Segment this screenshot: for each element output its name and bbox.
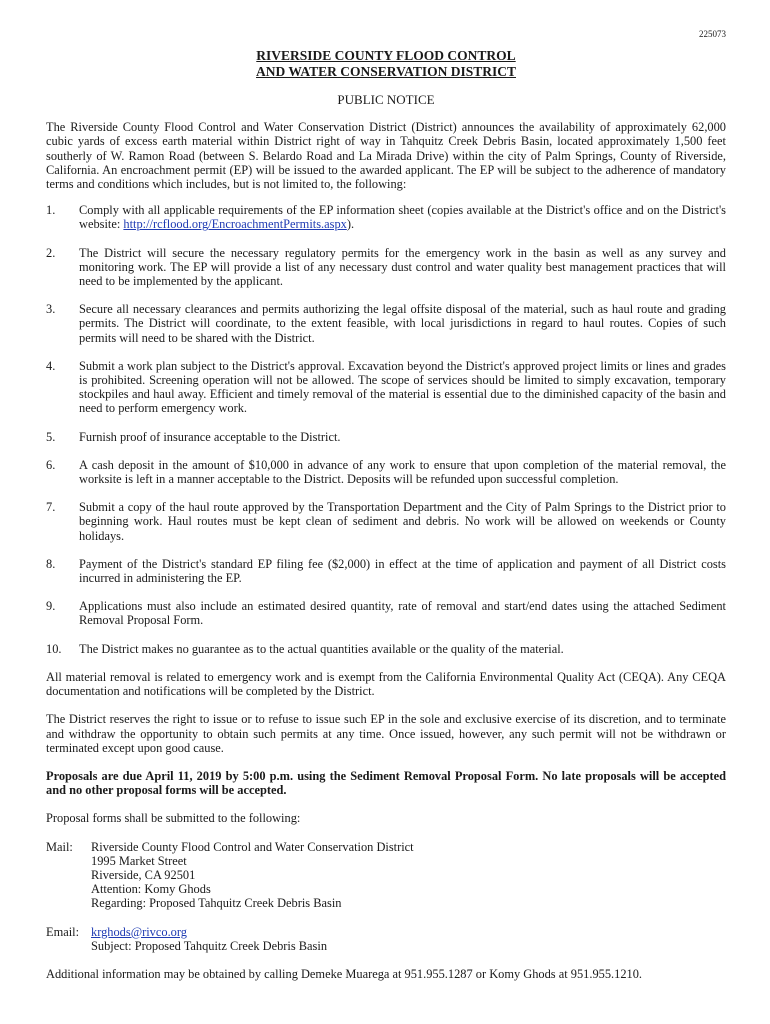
- encroachment-permits-link[interactable]: http://rcflood.org/EncroachmentPermits.aspx: [123, 217, 347, 232]
- list-item-text-body: Comply with all applicable requirements of the EP information sheet (copies available at the District's office and on the District's website:: [79, 203, 726, 232]
- mail-address-line: Attention: Komy Ghods: [91, 882, 211, 897]
- list-item-text: [79, 203, 726, 231]
- list-item-number: 3.: [46, 302, 56, 317]
- list-item-text: The District will secure the necessary regulatory permits for the emergency work in the basin as well as any survey and monitoring work. The EP will provide a list of any necessary dust control and water quality best management practices that will need to be implemented by the applicant.: [79, 245, 726, 289]
- list-item-number: 2.: [46, 245, 56, 260]
- list-item-text: Submit a copy of the haul route approved by the Transportation Department and the City of Palm Springs to the District prior to beginning work. Haul routes must be kept clean of sediment and debris. No work will be allowed on weekends or County holidays.: [79, 500, 726, 543]
- mail-address-line: Riverside County Flood Control and Water Conservation District: [91, 839, 414, 854]
- document-number: 225073: [699, 29, 726, 39]
- deadline-paragraph: Proposals are due April 11, 2019 by 5:00 p.m. using the Sediment Removal Proposal Form. No late proposals will be accepted and no other proposal forms will be accepted.: [46, 768, 726, 798]
- list-item-text: Applications must also include an estimated desired quantity, rate of removal and start/end dates using the attached Sediment Removal Proposal Form.: [79, 599, 726, 628]
- list-item: [46, 359, 726, 416]
- list-item-text: Submit a work plan subject to the District's approval. Excavation beyond the District's approved project limits or lines and grades is prohibited. Screening operation will not be allowed. The scope of services should be limited to simply excavation, temporary stockpiles and haul away. Efficient and timely removal of the material is essential due to the diminished capacity of the basin and need to perform emergency work.: [79, 358, 726, 416]
- list-item-number: 4.: [46, 358, 56, 373]
- list-item: [46, 246, 726, 289]
- conditions-list: [46, 203, 726, 656]
- list-item: [46, 430, 726, 444]
- email-block: [46, 925, 726, 953]
- list-item-number: 6.: [46, 457, 56, 472]
- list-item: [46, 458, 726, 486]
- email-lines: [91, 925, 327, 953]
- list-item: [46, 500, 726, 543]
- list-item: [46, 302, 726, 345]
- list-item-text: The District makes no guarantee as to the actual quantities available or the quality of the material.: [79, 641, 564, 656]
- title-line-2: AND WATER CONSERVATION DISTRICT: [256, 64, 516, 79]
- list-item-text: Payment of the District's standard EP filing fee ($2,000) in effect at the time of application and payment of all District costs incurred in administering the EP.: [79, 556, 726, 586]
- mail-address-line: Riverside, CA 92501: [91, 867, 196, 882]
- list-item-number: 9.: [46, 599, 56, 614]
- list-item-number: 8.: [46, 556, 56, 571]
- email-label: Email:: [46, 924, 80, 939]
- intro-paragraph: The Riverside County Flood Control and Water Conservation District (District) announces the availability of approximately 62,000 cubic yards of excess earth material within District right of way in Tahquitz Creek Debris Basin, located approximately 1,500 feet southerly of W. Ramon Road (between S. Belardo Road and La Mirada Drive) within the city of Palm Springs, County of Riverside, California. An encroachment permit (EP) will be issued to the awarded applicant. The EP will be subject to the adherence of mandatory terms and conditions which includes, but is not limited to, the following:: [46, 120, 726, 192]
- mail-address-lines: [91, 840, 414, 911]
- mail-address-block: [46, 840, 726, 911]
- email-subject: Subject: Proposed Tahquitz Creek Debris Basin: [91, 938, 328, 953]
- public-notice-heading: PUBLIC NOTICE: [337, 92, 435, 107]
- title-line-1: RIVERSIDE COUNTY FLOOD CONTROL: [256, 48, 516, 63]
- list-item: [46, 599, 726, 627]
- list-item-number: 7.: [46, 500, 56, 515]
- list-item: [46, 642, 726, 656]
- list-item: [46, 203, 726, 231]
- list-item-text-end: ).: [346, 217, 355, 232]
- submission-intro: Proposal forms shall be submitted to the following:: [46, 811, 301, 826]
- mail-address-line: Regarding: Proposed Tahquitz Creek Debris Basin: [91, 896, 342, 911]
- reservation-paragraph: The District reserves the right to issue or to refuse to issue such EP in the sole and exclusive exercise of its discretion, and to terminate and withdraw the opportunity to obtain such permits at any time. Once issued, however, any such permit will not be withdrawn or terminated except upon good cause.: [46, 712, 726, 755]
- list-item-number: 10.: [46, 641, 62, 656]
- list-item: [46, 557, 726, 585]
- ceqa-paragraph: All material removal is related to emergency work and is exempt from the California Environmental Quality Act (CEQA). Any CEQA documentation and notifications will be completed by the District.: [46, 669, 726, 699]
- list-item-text: A cash deposit in the amount of $10,000 in advance of any work to ensure that upon completion of the material removal, the worksite is left in a manner acceptable to the District. Deposits will be refunded upon successful completion.: [79, 457, 726, 487]
- mail-address-line: 1995 Market Street: [91, 853, 187, 868]
- list-item-text: Furnish proof of insurance acceptable to the District.: [79, 429, 341, 444]
- document-page: [46, 28, 726, 995]
- list-item-number: 1.: [46, 203, 56, 218]
- email-address-link[interactable]: krghods@rivco.org: [91, 924, 187, 939]
- mail-label: Mail:: [46, 839, 73, 854]
- list-item-text: Secure all necessary clearances and permits authorizing the legal offsite disposal of the material, such as haul route and grading permits. The District will coordinate, to the extent feasible, with local jurisdictions in regard to haul routes. Copies of such permits will need to be shared with the District.: [79, 302, 726, 345]
- list-item-number: 5.: [46, 429, 56, 444]
- contact-paragraph: Additional information may be obtained by calling Demeke Muarega at 951.955.1287 or Komy Ghods at 951.955.1210.: [46, 966, 643, 981]
